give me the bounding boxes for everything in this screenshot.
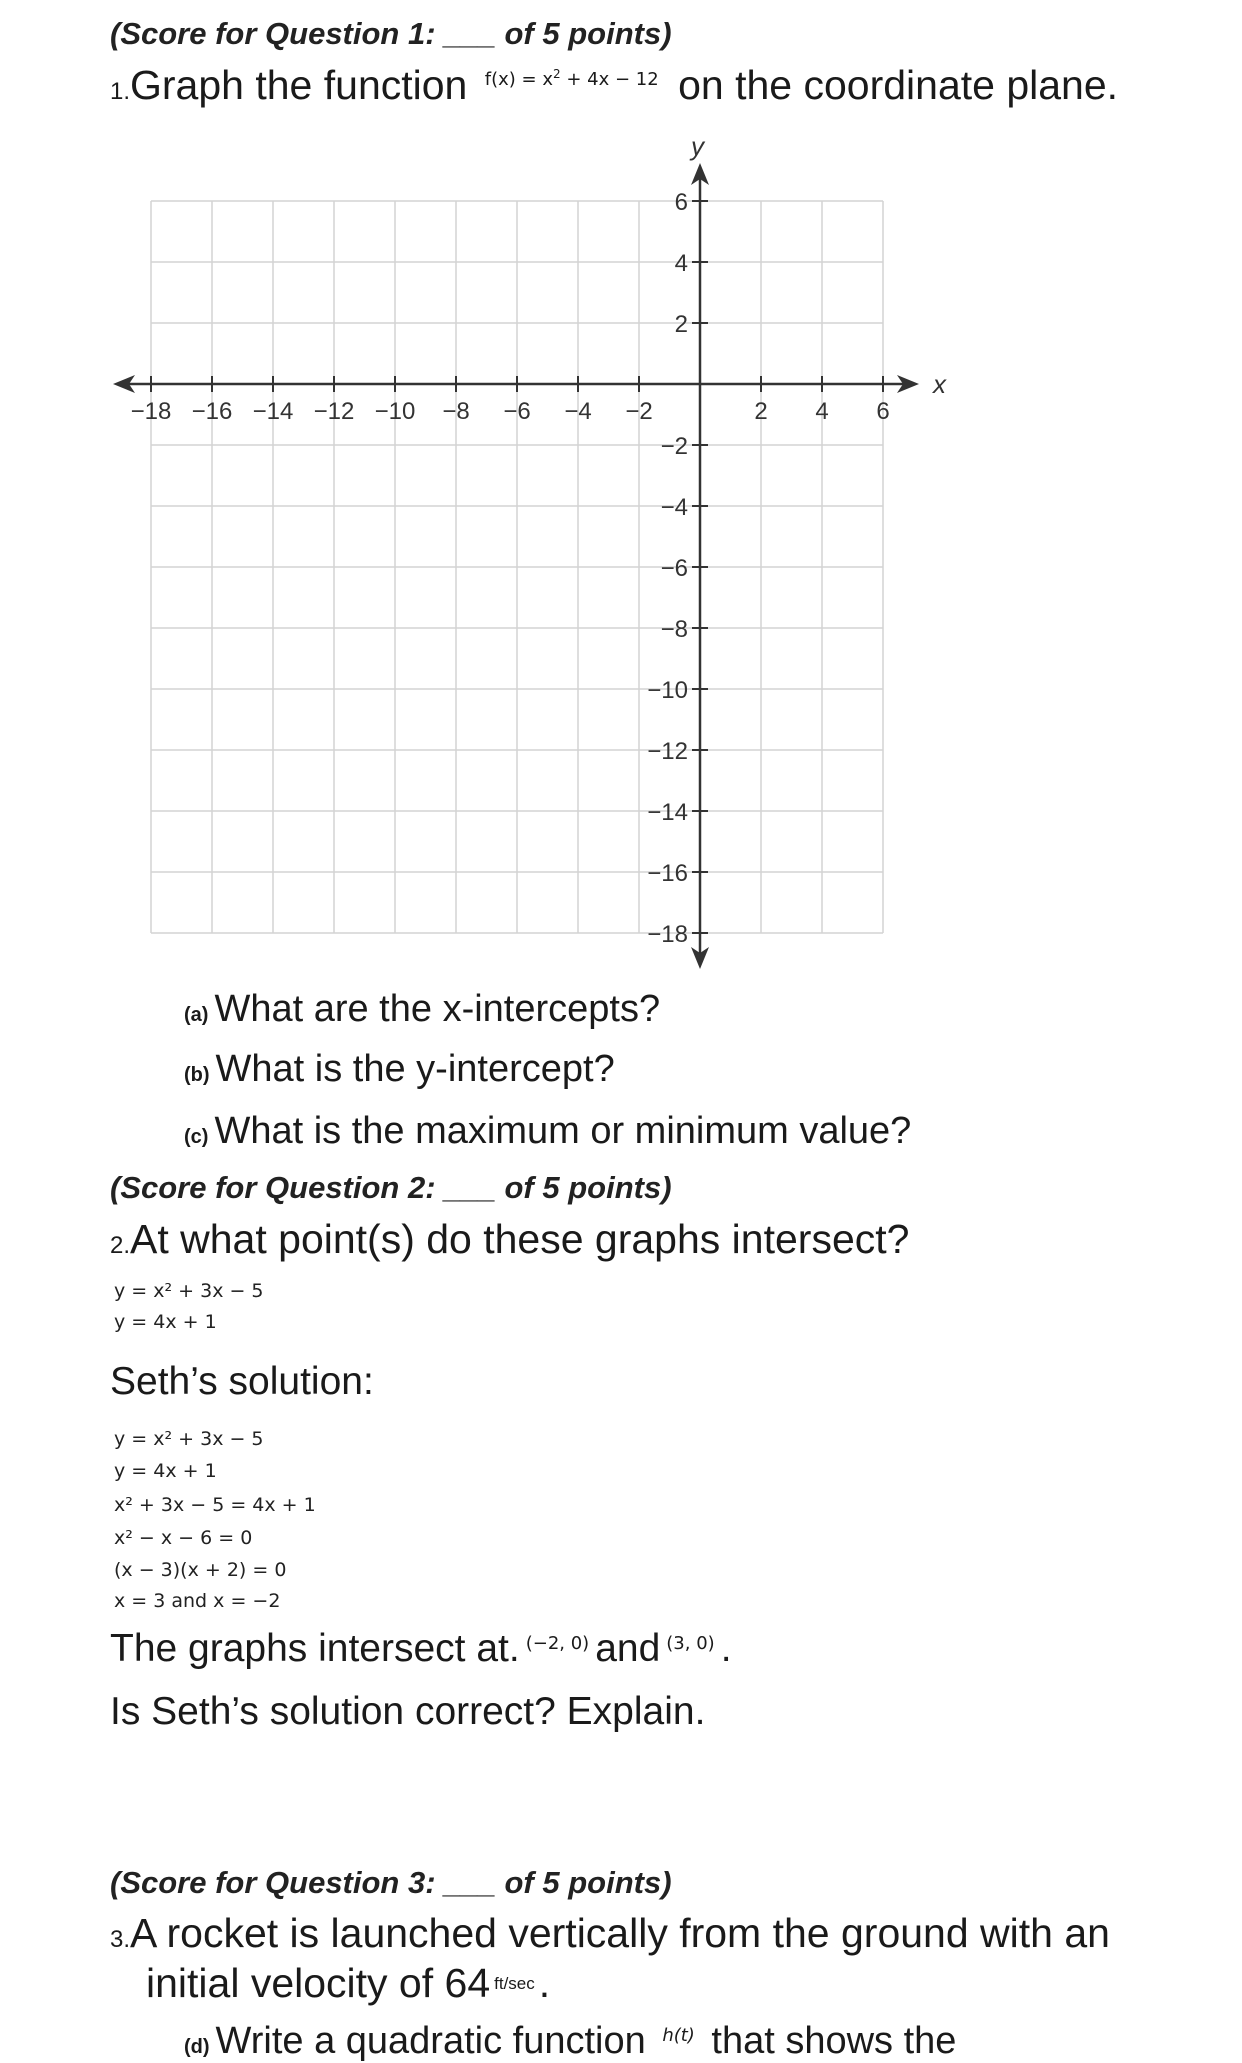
y-tick-label: 6 [674, 189, 688, 216]
q1-prompt-before: Graph the function [130, 62, 468, 108]
grid-lines [151, 201, 883, 933]
q2-explain-question: Is Seth’s solution correct? Explain. [110, 1690, 706, 1733]
q1-part-c-text: What is the maximum or minimum value? [214, 1110, 912, 1152]
q3-prompt-line-1 [110, 1910, 1110, 1957]
coordinate-plane [0, 0, 1242, 1000]
x-tick-label: −8 [442, 398, 470, 425]
x-tick-label: −4 [564, 398, 592, 425]
q3-line-1-text: A rocket is launched vertically from the ground with an [130, 1910, 1110, 1956]
q1-part-c [184, 1110, 911, 1153]
y-tick-label: −2 [660, 433, 688, 460]
q1-part-a-text: What are the x-intercepts? [214, 988, 661, 1030]
q2-conclusion-mid: and [595, 1627, 661, 1670]
q3-score-line: (Score for Question 3: ___ of 5 points) [110, 1865, 672, 1900]
q2-prompt-text: At what point(s) do these graphs intersect? [130, 1216, 910, 1262]
y-tick-label: −4 [660, 494, 688, 521]
q1-score-line: (Score for Question 1: ___ of 5 points) [110, 16, 672, 51]
q2-system-eq-2: y = 4x + 1 [114, 1311, 217, 1333]
q3-part-d-function: h(t) [662, 2025, 695, 2046]
q1-part-c-label: (c) [184, 1126, 209, 1148]
x-tick-label: 6 [876, 398, 890, 425]
q2-point-1: (−2, 0) [525, 1633, 590, 1654]
q1-part-b [184, 1048, 615, 1091]
x-tick-label: 2 [754, 398, 768, 425]
q1-prompt-after: on the coordinate plane. [678, 62, 1119, 108]
solution-step-4: x² − x − 6 = 0 [114, 1527, 253, 1549]
q1-part-b-label: (b) [184, 1064, 210, 1086]
q2-number: 2. [110, 1232, 131, 1259]
q2-conclusion-before: The graphs intersect at. [110, 1627, 520, 1670]
solution-step-6: x = 3 and x = −2 [114, 1590, 281, 1612]
q1-part-a-label: (a) [184, 1004, 209, 1026]
x-tick-label: −12 [313, 398, 355, 425]
q1-function-base: f(x) = x [484, 69, 553, 90]
q2-system-eq-1: y = x² + 3x − 5 [114, 1280, 264, 1302]
y-tick-label: −16 [647, 860, 688, 887]
solution-step-3: x² + 3x − 5 = 4x + 1 [114, 1494, 316, 1516]
q3-part-d [184, 2020, 956, 2063]
y-tick-label: −18 [647, 921, 688, 948]
x-tick-label: −16 [191, 398, 233, 425]
y-tick-label: 2 [674, 311, 688, 338]
q1-function-tail: + 4x − 12 [560, 69, 659, 90]
q3-prompt-line-2 [146, 1960, 550, 2007]
tick-labels [131, 189, 890, 948]
q3-part-d-label: (d) [184, 2036, 210, 2058]
q2-conclusion [110, 1627, 732, 1671]
y-tick-label: −12 [647, 738, 688, 765]
x-tick-label: −6 [503, 398, 531, 425]
q3-part-d-after: that shows the [711, 2020, 957, 2062]
x-tick-label: −18 [130, 398, 172, 425]
q3-line-2-text: initial velocity of 64 [146, 1960, 491, 2006]
y-tick-label: −8 [660, 616, 688, 643]
q2-prompt [110, 1216, 909, 1263]
x-tick-label: −10 [374, 398, 416, 425]
q3-number: 3. [110, 1926, 131, 1953]
x-tick-label: −2 [625, 398, 653, 425]
q3-part-d-before: Write a quadratic function [215, 2020, 646, 2062]
solution-step-1: y = x² + 3x − 5 [114, 1428, 264, 1450]
y-tick-label: −10 [647, 677, 688, 704]
x-axis-label: x [933, 369, 946, 399]
q1-part-a [184, 988, 660, 1031]
y-tick-label: −6 [660, 555, 688, 582]
q2-score-line: (Score for Question 2: ___ of 5 points) [110, 1170, 672, 1205]
solution-heading: Seth’s solution: [110, 1360, 374, 1403]
y-tick-label: 4 [674, 250, 688, 277]
q2-conclusion-end: . [720, 1627, 732, 1670]
q3-line-2-end: . [538, 1960, 551, 2006]
solution-step-5: (x − 3)(x + 2) = 0 [114, 1559, 287, 1581]
x-tick-label: −14 [252, 398, 294, 425]
solution-step-2: y = 4x + 1 [114, 1460, 217, 1482]
x-tick-label: 4 [815, 398, 829, 425]
q1-part-b-text: What is the y-intercept? [215, 1048, 615, 1090]
y-axis-label: y [691, 131, 704, 161]
q2-point-2: (3, 0) [666, 1633, 715, 1654]
y-tick-label: −14 [647, 799, 688, 826]
q1-function-exponent: 2 [552, 67, 561, 81]
q1-number: 1. [110, 78, 131, 105]
q3-velocity-unit: ft/sec [494, 1974, 535, 1993]
